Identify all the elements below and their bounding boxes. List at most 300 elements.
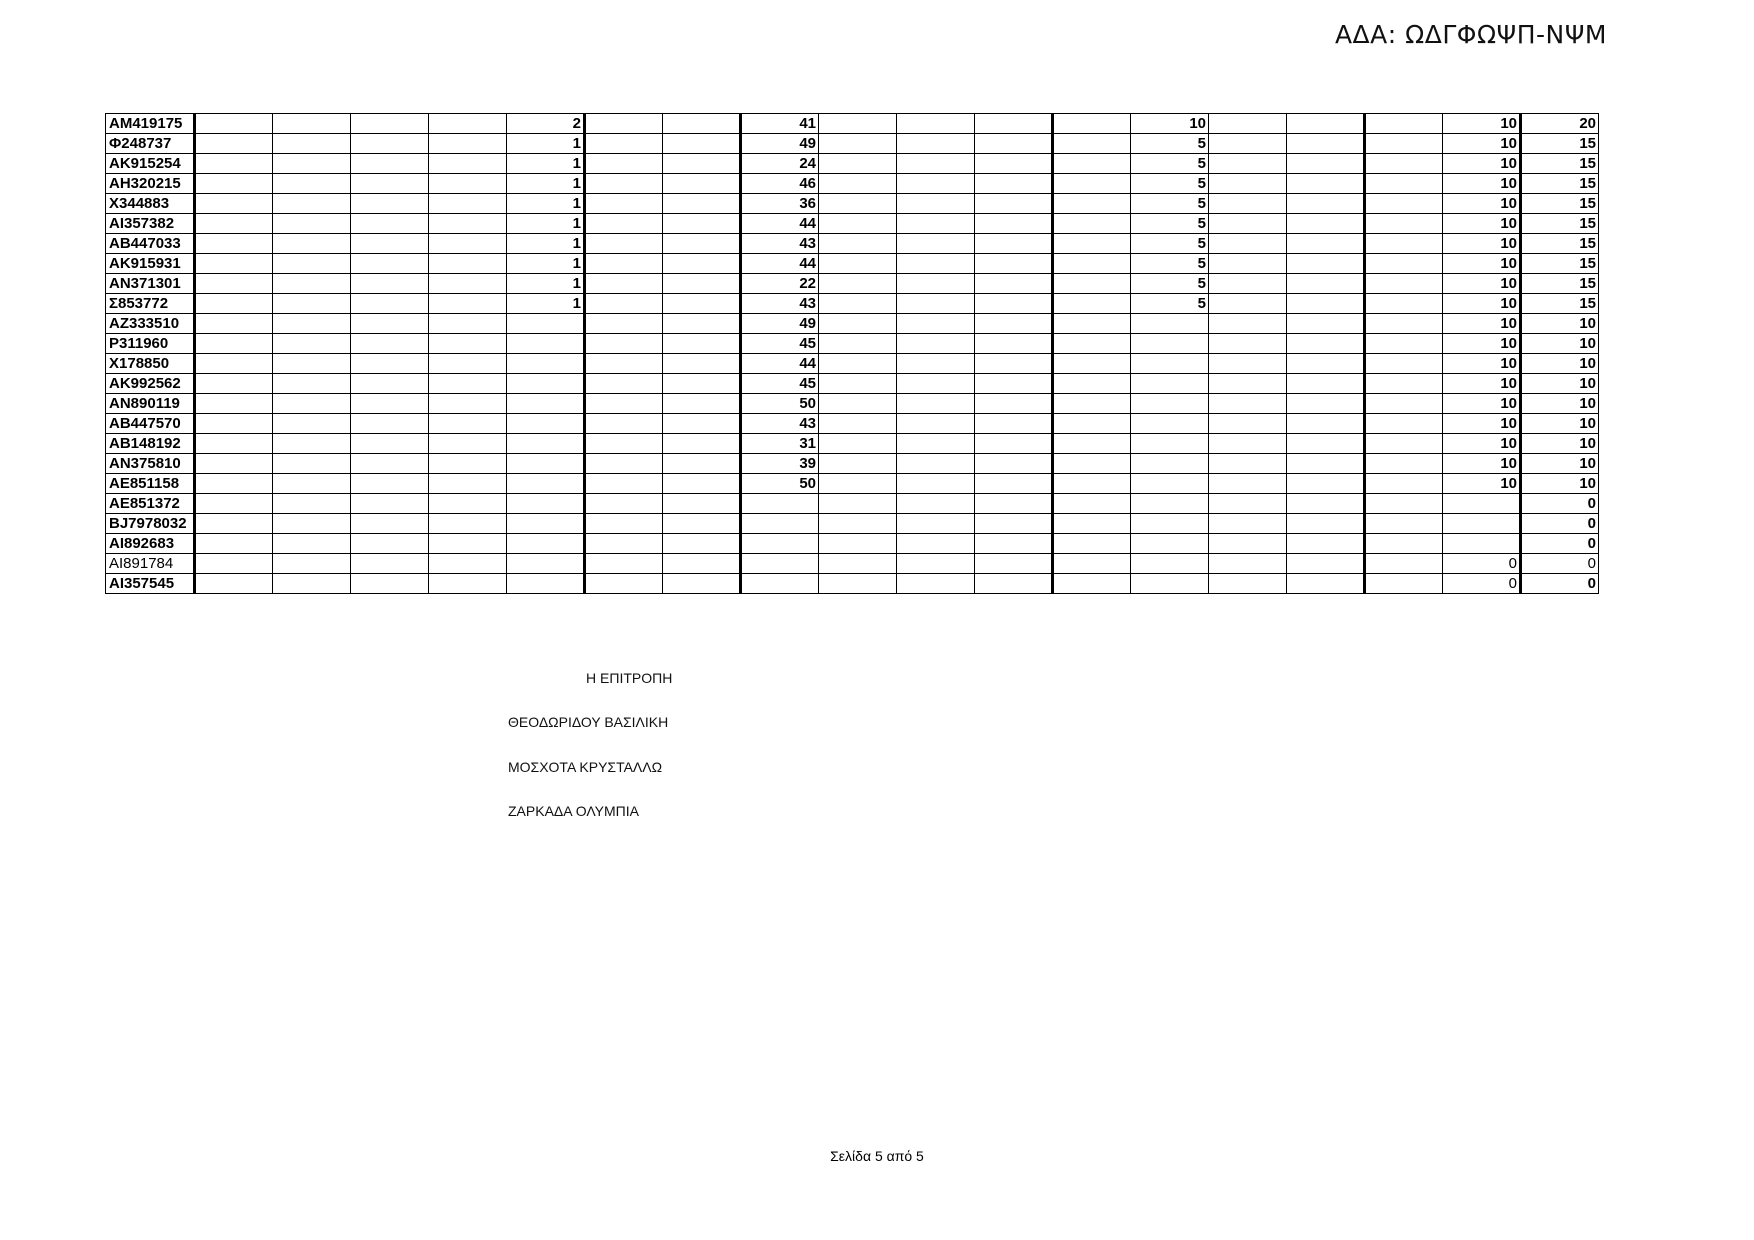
empty-cell: [351, 414, 429, 434]
empty-cell: [585, 134, 663, 154]
empty-cell: [1053, 334, 1131, 354]
score-cell: 10: [1521, 374, 1599, 394]
empty-cell: [351, 294, 429, 314]
score-cell: 1: [507, 214, 585, 234]
empty-cell: [429, 514, 507, 534]
empty-cell: [1365, 254, 1443, 274]
score-cell: [507, 334, 585, 354]
empty-cell: [663, 274, 741, 294]
table-row: [106, 194, 1599, 214]
score-cell: [507, 574, 585, 594]
table-body: [106, 114, 1599, 594]
table-row: [106, 534, 1599, 554]
applicant-id-cell: AI892683: [106, 534, 195, 554]
empty-cell: [429, 114, 507, 134]
score-cell: 10: [1131, 114, 1209, 134]
score-cell: 10: [1521, 314, 1599, 334]
committee-heading: Η ΕΠΙΤΡΟΠΗ: [586, 670, 673, 686]
score-cell: 2: [507, 114, 585, 134]
empty-cell: [351, 234, 429, 254]
table-row: [106, 454, 1599, 474]
empty-cell: [975, 154, 1053, 174]
score-cell: [1443, 534, 1521, 554]
score-cell: [1131, 414, 1209, 434]
empty-cell: [975, 174, 1053, 194]
empty-cell: [351, 194, 429, 214]
score-cell: 43: [741, 294, 819, 314]
empty-cell: [585, 374, 663, 394]
applicant-id-cell: X178850: [106, 354, 195, 374]
score-cell: 15: [1521, 294, 1599, 314]
empty-cell: [1287, 114, 1365, 134]
page-number: Σελίδα 5 από 5: [830, 1148, 924, 1164]
applicant-id-cell: AE851158: [106, 474, 195, 494]
ada-code-header: ΑΔΑ: ΩΔΓΦΩΨΠ-ΝΨΜ: [1334, 20, 1607, 49]
empty-cell: [1053, 574, 1131, 594]
score-cell: 1: [507, 254, 585, 274]
applicant-id-cell: AZ333510: [106, 314, 195, 334]
empty-cell: [1287, 394, 1365, 414]
applicant-id-cell: AB447570: [106, 414, 195, 434]
score-cell: [741, 514, 819, 534]
score-cell: [1131, 574, 1209, 594]
table-row: [106, 214, 1599, 234]
score-cell: 10: [1521, 434, 1599, 454]
empty-cell: [585, 114, 663, 134]
score-cell: 50: [741, 394, 819, 414]
score-cell: 10: [1443, 334, 1521, 354]
empty-cell: [819, 334, 897, 354]
empty-cell: [273, 514, 351, 534]
score-cell: [1131, 434, 1209, 454]
empty-cell: [975, 374, 1053, 394]
empty-cell: [273, 554, 351, 574]
score-cell: 1: [507, 294, 585, 314]
empty-cell: [819, 254, 897, 274]
empty-cell: [1287, 354, 1365, 374]
empty-cell: [975, 274, 1053, 294]
empty-cell: [1287, 414, 1365, 434]
score-cell: 5: [1131, 254, 1209, 274]
score-cell: 15: [1521, 134, 1599, 154]
score-cell: 15: [1521, 234, 1599, 254]
empty-cell: [975, 494, 1053, 514]
score-cell: 15: [1521, 214, 1599, 234]
empty-cell: [1365, 474, 1443, 494]
empty-cell: [273, 574, 351, 594]
score-cell: 45: [741, 334, 819, 354]
empty-cell: [585, 174, 663, 194]
empty-cell: [195, 534, 273, 554]
committee-member-3: ΖΑΡΚΑΔΑ ΟΛΥΜΠΙΑ: [508, 803, 639, 819]
empty-cell: [897, 214, 975, 234]
score-cell: [1443, 514, 1521, 534]
empty-cell: [1053, 514, 1131, 534]
score-cell: 10: [1521, 474, 1599, 494]
empty-cell: [1287, 374, 1365, 394]
table-row: [106, 314, 1599, 334]
empty-cell: [1287, 294, 1365, 314]
applicant-id-cell: AE851372: [106, 494, 195, 514]
empty-cell: [819, 114, 897, 134]
empty-cell: [1287, 554, 1365, 574]
empty-cell: [897, 194, 975, 214]
empty-cell: [273, 494, 351, 514]
empty-cell: [273, 154, 351, 174]
empty-cell: [819, 414, 897, 434]
empty-cell: [819, 494, 897, 514]
empty-cell: [1209, 414, 1287, 434]
table-row: [106, 154, 1599, 174]
empty-cell: [1365, 174, 1443, 194]
score-cell: 10: [1443, 394, 1521, 414]
score-cell: 46: [741, 174, 819, 194]
score-cell: 10: [1443, 194, 1521, 214]
empty-cell: [897, 414, 975, 434]
empty-cell: [351, 314, 429, 334]
empty-cell: [1209, 214, 1287, 234]
empty-cell: [195, 194, 273, 214]
empty-cell: [897, 394, 975, 414]
empty-cell: [585, 154, 663, 174]
empty-cell: [429, 414, 507, 434]
empty-cell: [1209, 194, 1287, 214]
empty-cell: [897, 434, 975, 454]
score-cell: [1131, 374, 1209, 394]
empty-cell: [429, 294, 507, 314]
empty-cell: [351, 174, 429, 194]
empty-cell: [1209, 434, 1287, 454]
empty-cell: [663, 434, 741, 454]
score-cell: [507, 434, 585, 454]
score-cell: 5: [1131, 234, 1209, 254]
score-cell: 44: [741, 254, 819, 274]
empty-cell: [1287, 274, 1365, 294]
empty-cell: [1287, 174, 1365, 194]
empty-cell: [429, 194, 507, 214]
score-cell: 44: [741, 354, 819, 374]
empty-cell: [663, 174, 741, 194]
empty-cell: [663, 214, 741, 234]
empty-cell: [897, 134, 975, 154]
score-cell: 15: [1521, 254, 1599, 274]
empty-cell: [585, 554, 663, 574]
empty-cell: [1209, 174, 1287, 194]
empty-cell: [195, 154, 273, 174]
empty-cell: [819, 214, 897, 234]
empty-cell: [663, 154, 741, 174]
empty-cell: [897, 534, 975, 554]
empty-cell: [195, 214, 273, 234]
empty-cell: [195, 354, 273, 374]
table-row: [106, 114, 1599, 134]
score-cell: [1131, 554, 1209, 574]
score-cell: [1131, 514, 1209, 534]
score-cell: [507, 414, 585, 434]
empty-cell: [1053, 414, 1131, 434]
score-cell: [1131, 494, 1209, 514]
empty-cell: [819, 454, 897, 474]
score-cell: [1131, 354, 1209, 374]
empty-cell: [195, 434, 273, 454]
empty-cell: [819, 134, 897, 154]
empty-cell: [1365, 294, 1443, 314]
empty-cell: [1209, 534, 1287, 554]
applicant-id-cell: AM419175: [106, 114, 195, 134]
empty-cell: [819, 354, 897, 374]
score-cell: 20: [1521, 114, 1599, 134]
empty-cell: [897, 114, 975, 134]
empty-cell: [819, 374, 897, 394]
empty-cell: [585, 574, 663, 594]
empty-cell: [351, 554, 429, 574]
empty-cell: [819, 174, 897, 194]
score-cell: 10: [1443, 154, 1521, 174]
committee-member-2: ΜΟΣΧΟΤΑ ΚΡΥΣΤΑΛΛΩ: [508, 759, 663, 775]
empty-cell: [195, 574, 273, 594]
score-cell: [507, 394, 585, 414]
empty-cell: [663, 414, 741, 434]
empty-cell: [429, 274, 507, 294]
table-row: [106, 394, 1599, 414]
score-cell: 49: [741, 134, 819, 154]
applicant-id-cell: AB447033: [106, 234, 195, 254]
empty-cell: [897, 174, 975, 194]
applicant-id-cell: AK992562: [106, 374, 195, 394]
empty-cell: [195, 174, 273, 194]
empty-cell: [1053, 454, 1131, 474]
empty-cell: [351, 254, 429, 274]
empty-cell: [1365, 414, 1443, 434]
table-row: [106, 374, 1599, 394]
applicant-id-cell: AI891784: [106, 554, 195, 574]
empty-cell: [975, 134, 1053, 154]
empty-cell: [975, 514, 1053, 534]
empty-cell: [663, 474, 741, 494]
score-cell: [1131, 454, 1209, 474]
applicant-id-cell: BJ7978032: [106, 514, 195, 534]
score-cell: 5: [1131, 154, 1209, 174]
score-cell: 10: [1443, 114, 1521, 134]
empty-cell: [897, 234, 975, 254]
empty-cell: [1209, 154, 1287, 174]
score-cell: [507, 454, 585, 474]
empty-cell: [585, 534, 663, 554]
empty-cell: [429, 434, 507, 454]
empty-cell: [1053, 394, 1131, 414]
score-cell: [507, 354, 585, 374]
empty-cell: [585, 454, 663, 474]
empty-cell: [585, 334, 663, 354]
empty-cell: [273, 374, 351, 394]
empty-cell: [975, 214, 1053, 234]
empty-cell: [897, 154, 975, 174]
empty-cell: [663, 554, 741, 574]
score-cell: 15: [1521, 274, 1599, 294]
results-table: [105, 113, 1599, 594]
empty-cell: [585, 414, 663, 434]
empty-cell: [1287, 234, 1365, 254]
empty-cell: [975, 534, 1053, 554]
empty-cell: [585, 234, 663, 254]
score-cell: 10: [1443, 434, 1521, 454]
score-cell: [507, 314, 585, 334]
empty-cell: [585, 514, 663, 534]
empty-cell: [663, 194, 741, 214]
empty-cell: [273, 314, 351, 334]
score-cell: [1131, 474, 1209, 494]
score-cell: 0: [1521, 514, 1599, 534]
empty-cell: [273, 394, 351, 414]
empty-cell: [1209, 554, 1287, 574]
score-cell: 31: [741, 434, 819, 454]
empty-cell: [1053, 134, 1131, 154]
empty-cell: [429, 214, 507, 234]
applicant-id-cell: AK915931: [106, 254, 195, 274]
applicant-id-cell: Σ853772: [106, 294, 195, 314]
empty-cell: [897, 474, 975, 494]
empty-cell: [1287, 154, 1365, 174]
empty-cell: [1053, 354, 1131, 374]
applicant-id-cell: AN375810: [106, 454, 195, 474]
empty-cell: [351, 494, 429, 514]
score-cell: [1131, 394, 1209, 414]
empty-cell: [273, 194, 351, 214]
empty-cell: [273, 174, 351, 194]
score-cell: 10: [1521, 454, 1599, 474]
empty-cell: [1365, 154, 1443, 174]
score-cell: [507, 514, 585, 534]
empty-cell: [585, 214, 663, 234]
empty-cell: [351, 134, 429, 154]
table-row: [106, 174, 1599, 194]
empty-cell: [585, 254, 663, 274]
empty-cell: [819, 554, 897, 574]
empty-cell: [975, 574, 1053, 594]
score-cell: [507, 554, 585, 574]
table-row: [106, 574, 1599, 594]
score-cell: 10: [1443, 374, 1521, 394]
empty-cell: [429, 314, 507, 334]
empty-cell: [195, 334, 273, 354]
empty-cell: [1365, 214, 1443, 234]
empty-cell: [1365, 554, 1443, 574]
empty-cell: [1053, 174, 1131, 194]
score-cell: 10: [1521, 414, 1599, 434]
empty-cell: [663, 334, 741, 354]
empty-cell: [1365, 314, 1443, 334]
empty-cell: [1287, 334, 1365, 354]
empty-cell: [273, 454, 351, 474]
table-row: [106, 494, 1599, 514]
empty-cell: [195, 454, 273, 474]
score-cell: 5: [1131, 274, 1209, 294]
empty-cell: [897, 254, 975, 274]
empty-cell: [1209, 394, 1287, 414]
applicant-id-cell: Φ248737: [106, 134, 195, 154]
empty-cell: [351, 114, 429, 134]
empty-cell: [195, 314, 273, 334]
empty-cell: [273, 114, 351, 134]
empty-cell: [1209, 454, 1287, 474]
empty-cell: [429, 254, 507, 274]
empty-cell: [273, 354, 351, 374]
empty-cell: [819, 534, 897, 554]
table-row: [106, 554, 1599, 574]
empty-cell: [585, 474, 663, 494]
empty-cell: [585, 314, 663, 334]
empty-cell: [273, 414, 351, 434]
empty-cell: [1053, 234, 1131, 254]
empty-cell: [897, 574, 975, 594]
empty-cell: [1287, 574, 1365, 594]
score-cell: [741, 554, 819, 574]
empty-cell: [195, 114, 273, 134]
empty-cell: [273, 294, 351, 314]
score-cell: 0: [1521, 534, 1599, 554]
empty-cell: [897, 514, 975, 534]
empty-cell: [195, 554, 273, 574]
empty-cell: [663, 514, 741, 534]
score-cell: 1: [507, 154, 585, 174]
empty-cell: [975, 554, 1053, 574]
empty-cell: [1209, 254, 1287, 274]
empty-cell: [1053, 494, 1131, 514]
empty-cell: [351, 454, 429, 474]
score-cell: 10: [1443, 414, 1521, 434]
empty-cell: [1209, 574, 1287, 594]
empty-cell: [975, 334, 1053, 354]
empty-cell: [351, 374, 429, 394]
empty-cell: [1209, 114, 1287, 134]
table-row: [106, 514, 1599, 534]
empty-cell: [975, 114, 1053, 134]
applicant-id-cell: AI357382: [106, 214, 195, 234]
empty-cell: [195, 414, 273, 434]
empty-cell: [1365, 374, 1443, 394]
empty-cell: [975, 474, 1053, 494]
empty-cell: [429, 174, 507, 194]
empty-cell: [195, 474, 273, 494]
score-cell: 45: [741, 374, 819, 394]
table-row: [106, 254, 1599, 274]
empty-cell: [1209, 134, 1287, 154]
empty-cell: [585, 274, 663, 294]
empty-cell: [819, 434, 897, 454]
empty-cell: [819, 314, 897, 334]
score-cell: [507, 534, 585, 554]
score-cell: 5: [1131, 214, 1209, 234]
score-cell: 39: [741, 454, 819, 474]
empty-cell: [585, 394, 663, 414]
empty-cell: [195, 514, 273, 534]
empty-cell: [195, 494, 273, 514]
score-cell: 10: [1443, 234, 1521, 254]
score-cell: 43: [741, 234, 819, 254]
score-cell: 49: [741, 314, 819, 334]
score-cell: 10: [1521, 394, 1599, 414]
score-cell: 0: [1443, 574, 1521, 594]
empty-cell: [819, 274, 897, 294]
empty-cell: [429, 334, 507, 354]
empty-cell: [195, 134, 273, 154]
empty-cell: [429, 134, 507, 154]
empty-cell: [897, 334, 975, 354]
score-cell: 10: [1443, 294, 1521, 314]
empty-cell: [663, 534, 741, 554]
empty-cell: [1053, 254, 1131, 274]
empty-cell: [1287, 494, 1365, 514]
